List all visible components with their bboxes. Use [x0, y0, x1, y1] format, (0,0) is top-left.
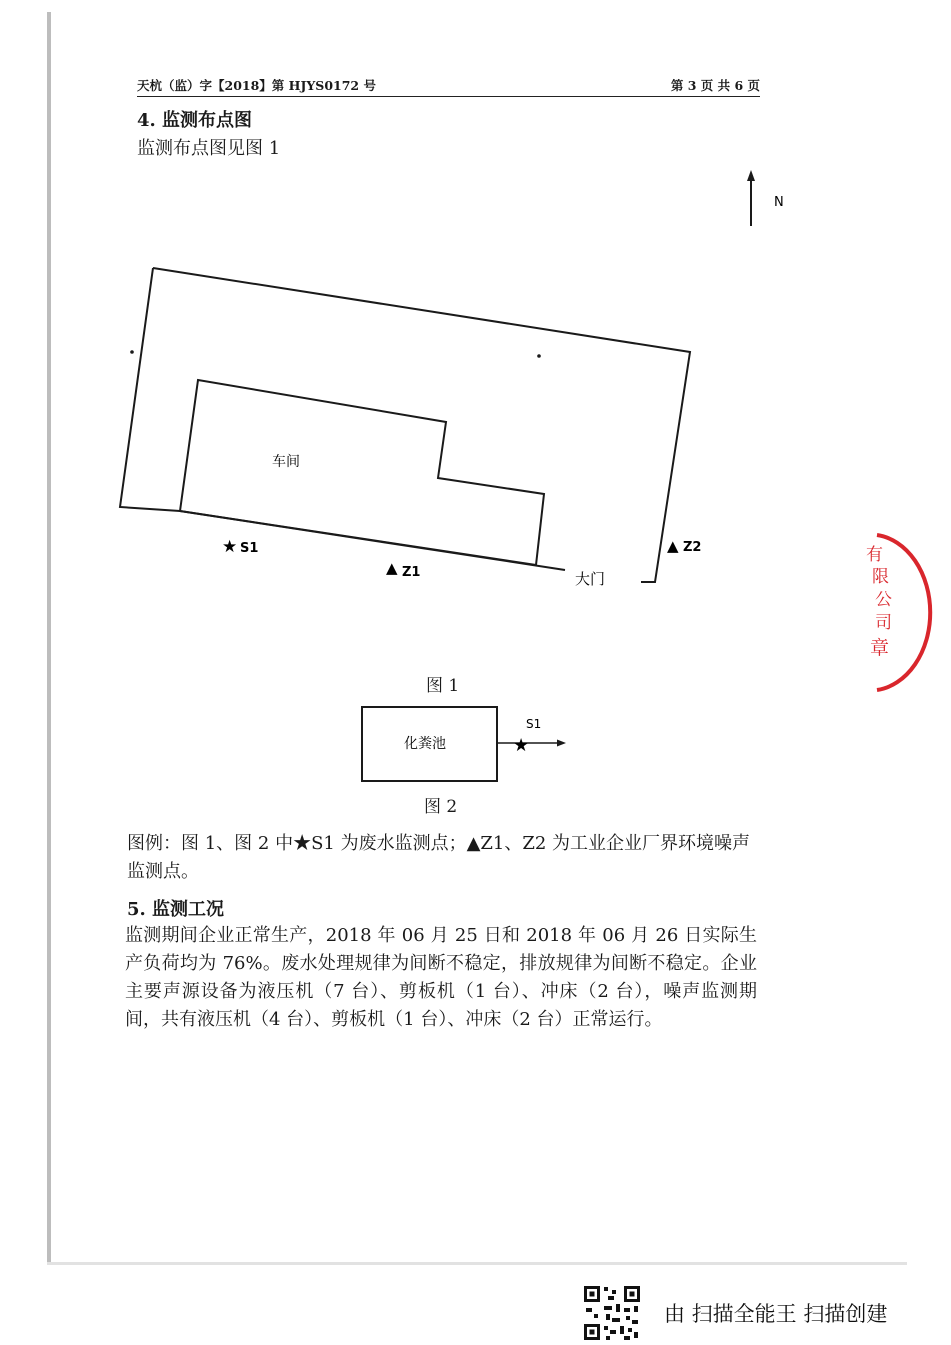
scan-edge-bottom — [47, 1262, 907, 1265]
page-info: 第 3 页 共 6 页 — [670, 78, 760, 93]
s1-star-icon: ★ — [222, 537, 238, 557]
section5-title: 5. 监测工况 — [127, 899, 225, 920]
footer-text: 由 扫描全能王 扫描创建 — [664, 1302, 888, 1326]
fig2-s1-label: S1 — [526, 717, 542, 731]
z1-label: Z1 — [402, 565, 421, 580]
s1-label: S1 — [240, 541, 259, 556]
figure2-caption: 图 2 — [424, 797, 458, 817]
s1-star-icon: ★ — [513, 735, 530, 756]
z2-label: Z2 — [683, 540, 702, 555]
qr-code-icon — [582, 1284, 642, 1342]
z1-triangle-icon: ▲ — [386, 559, 398, 577]
arrowhead-icon — [557, 740, 566, 747]
scanner-footer — [582, 1284, 942, 1342]
section5-text: 监测期间企业正常生产，2018 年 06 月 25 日和 2018 年 06 月 26 日实际生产负荷均为 76%。废水处理规律为间断不稳定，排放规律为间断不稳定。企业主要声源设备为液压机（7 台）、剪板机（1 台）、冲床（2 台），噪声监测期间，共有液压机（4 台）、剪板机（1 台）、冲床（2 台）正常运行。 — [125, 925, 757, 1030]
z2-triangle-icon: ▲ — [667, 537, 679, 555]
gate-label: 大门 — [575, 570, 606, 588]
north-label: N — [774, 195, 784, 210]
svg-text:章: 章 — [870, 637, 890, 659]
svg-text:有: 有 — [866, 545, 883, 565]
section4-title: 4. 监测布点图 — [137, 110, 253, 131]
doc-number: 天杭（监）字【2018】第 HJYS0172 号 — [137, 78, 376, 93]
septic-tank-label: 化粪池 — [404, 736, 446, 752]
section4-text: 监测布点图见图 1 — [137, 138, 281, 159]
figure1-caption: 图 1 — [426, 676, 460, 696]
svg-text:限: 限 — [872, 567, 889, 587]
svg-text:公: 公 — [875, 590, 892, 610]
workshop-label: 车间 — [272, 454, 300, 470]
legend-text: 图例：图 1、图 2 中★S1 为废水监测点；▲Z1、Z2 为工业企业厂界环境噪声监测点。 — [127, 833, 751, 882]
svg-text:司: 司 — [875, 613, 892, 633]
